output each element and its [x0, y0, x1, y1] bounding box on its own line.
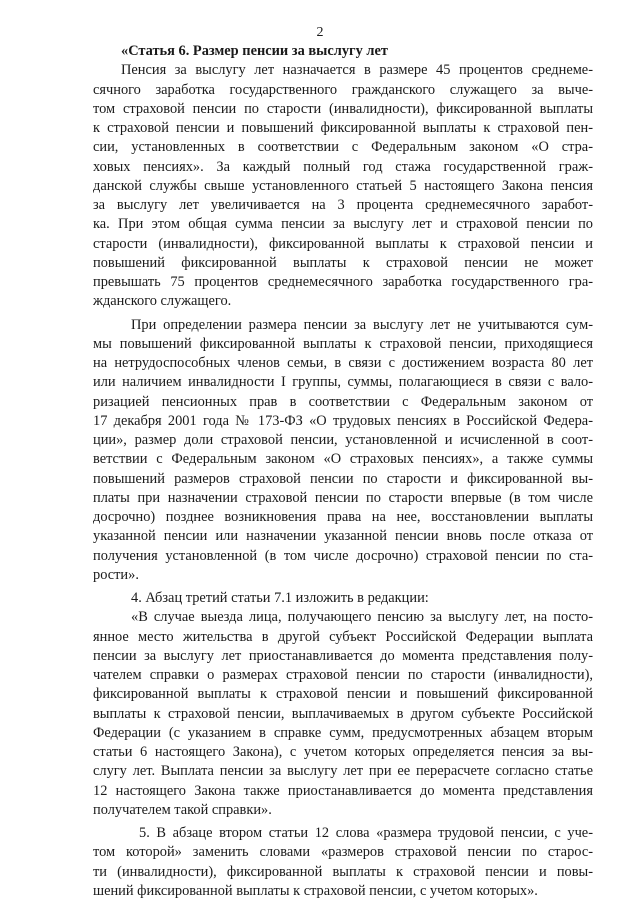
paragraph-1 [93, 61, 593, 311]
text-line: чателем справки о размерах страховой пенсии по старости (инвалидности), [93, 667, 593, 683]
text-line: «В случае выезда лица, получающего пенсию за выслугу лет, на посто- [131, 609, 593, 626]
text-line: указанной пенсии или назначении указанной пенсии вновь после отказа от [93, 528, 593, 545]
text-line: пенсии за выслугу лет приостанавливается до момента представления полу- [93, 647, 593, 664]
text-line: повышений фиксированной выплаты к страховой пенсии не может [93, 254, 593, 271]
text-line: 4. Абзац третий статьи 7.1 изложить в редакции: [131, 590, 429, 606]
text-line: данской службы свыше установленного статьей 5 настоящего Закона пенсия [93, 177, 593, 194]
text-line: превышать 75 процентов среднемесячного заработка государственного гра- [93, 274, 593, 290]
text-line: жданского служащего. [93, 293, 232, 310]
page-number: 2 [316, 25, 324, 40]
text-line: сии, установленных в соответствии с Федеральным законом «О стра- [93, 139, 593, 156]
text-line: досрочно) позднее возникновения права на нее, восстановлении выплаты [93, 509, 593, 525]
text-line: ветствии с Федеральным законом «О страховых пенсиях», а также суммы [93, 451, 593, 468]
text-line: 17 декабря 2001 года № 173-ФЗ «О трудовых пенсиях в Российской Федера- [93, 412, 593, 429]
text-line: повышений размеров страховой пенсии по старости и фиксированной вы- [93, 470, 593, 487]
text-line: старости (инвалидности), фиксированной выплаты к страховой пенсии и [93, 235, 593, 252]
text-line: 12 настоящего Закона также приостанавливается до момента представления [93, 782, 593, 799]
text-line: Пенсия за выслугу лет назначается в размере 45 процентов среднеме- [121, 62, 593, 79]
text-line: фиксированной выплаты к страховой пенсии и повышений фиксированной [93, 686, 593, 703]
text-line: выплаты к страховой пенсии, выплачиваемых в другом субъекте Российской [93, 705, 593, 722]
text-line: ризацией пенсионных прав в соответствии с Федеральным законом от [93, 393, 593, 410]
text-line: шений фиксированной выплаты к страховой пенсии, с учетом которых». [93, 882, 538, 899]
paragraph-4 [93, 608, 593, 820]
text-line: том которой» заменить словами «размеров страховой пенсии по старос- [93, 844, 593, 861]
text-line: ка. При этом общая сумма пенсии за выслугу лет и страховой пенсии по [93, 216, 593, 233]
text-line: 5. В абзаце втором статьи 12 слова «размера трудовой пенсии, с уче- [139, 825, 593, 841]
text-line: Федерации (с указанием в справке сумм, предусмотренных абзацем вторым [93, 724, 593, 741]
text-line: ти (инвалидности), фиксированной выплаты к страховой пенсии и повы- [93, 863, 593, 880]
text-line: мы повышений фиксированной выплаты к страховой пенсии, приходящиеся [93, 335, 593, 352]
text-line: к страховой пенсии и повышений фиксированной выплаты к страховой пен- [93, 120, 593, 136]
text-line: ции», размер доли страховой пенсии, установленной и исчисленной в соот- [93, 432, 593, 448]
text-line: рости». [93, 566, 139, 583]
text-line: янное место жительства в другой субъект Российской Федерации выплата [93, 628, 593, 645]
text-line: слугу лет. Выплата пенсии за выслугу лет при ее перерасчете согласно статье [93, 763, 593, 780]
text-line: получателем такой справки». [93, 801, 272, 818]
text-line: статьи 6 настоящего Закона), с учетом которых определяется пенсия за вы- [93, 744, 593, 760]
paragraph-3 [93, 589, 593, 608]
text-line: платы при назначении страховой пенсии по старости впервые (в том числе [93, 489, 593, 506]
text-line: сячного заработка государственного гражданского служащего за выче- [93, 81, 593, 98]
text-line: на нетрудоспособных членов семьи, в связи с достижением возраста 80 лет [93, 355, 593, 371]
paragraph-2 [93, 316, 593, 586]
text-line: за выслугу лет увеличивается на 3 процента среднемесячного заработ- [93, 197, 593, 213]
article-heading: «Статья 6. Размер пенсии за выслугу лет [121, 43, 388, 59]
text-line: получения установленной (в том числе досрочно) страховой пенсии по ста- [93, 547, 593, 564]
article-paragraphs [93, 61, 593, 901]
text-line: При определении размера пенсии за выслугу лет не учитываются сум- [131, 316, 593, 333]
text-line: или наличием инвалидности I группы, суммы, полагающиеся в связи с вало- [93, 374, 593, 391]
article-body [93, 42, 593, 901]
paragraph-5 [93, 824, 593, 901]
text-line: ховых пенсиях». За каждый полный год стажа государственной граж- [93, 158, 593, 175]
text-line: том страховой пенсии по старости (инвалидности), фиксированной выплаты [93, 100, 593, 117]
